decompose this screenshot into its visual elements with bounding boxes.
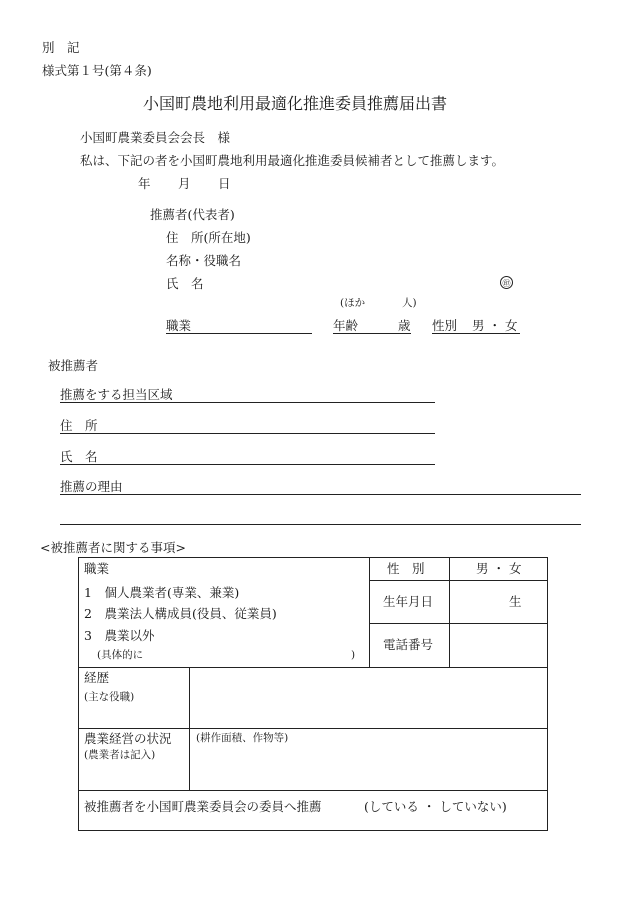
table-birth-label: 生年月日 bbox=[383, 594, 434, 609]
rule-occupation-bottom bbox=[78, 667, 548, 668]
area-underline bbox=[60, 402, 435, 403]
table-farm-sub: (農業者は記入) bbox=[84, 749, 156, 761]
table-gender-options: 男 ・ 女 bbox=[476, 561, 522, 576]
form-number: 様式第１号(第４条) bbox=[42, 63, 152, 78]
rule-career-bottom bbox=[78, 728, 548, 729]
reason-underline-2 bbox=[60, 524, 581, 525]
recommender-heading: 推薦者(代表者) bbox=[150, 207, 235, 222]
table-career-label: 経歴 bbox=[84, 670, 110, 685]
rule-birth-bottom bbox=[369, 623, 548, 624]
nominee-heading: 被推薦者 bbox=[48, 358, 99, 373]
occupation-underline bbox=[166, 333, 312, 334]
occupation-specific-close: ) bbox=[351, 649, 356, 661]
occupation-option-2: 2 農業法人構成員(役員、従業員) bbox=[84, 606, 277, 621]
table-committee-label: 被推薦者を小国町農業委員会の委員へ推薦 bbox=[84, 799, 322, 814]
table-farm-note: (耕作面積、作物等) bbox=[196, 732, 289, 744]
nominee-name-label: 氏 名 bbox=[60, 449, 98, 464]
rule-gender-bottom bbox=[369, 580, 548, 581]
others-close: 人) bbox=[402, 297, 417, 309]
page-title: 小国町農地利用最適化推進委員推薦届出書 bbox=[143, 94, 448, 113]
reason-underline-1 bbox=[60, 494, 581, 495]
name-underline bbox=[60, 464, 435, 465]
recommender-gender-label: 性別 bbox=[432, 318, 458, 333]
recommender-gender-options: 男 ・ 女 bbox=[472, 318, 518, 333]
occupation-option-1: 1 個人農業者(専業、兼業) bbox=[84, 585, 240, 600]
recommender-address-label: 住 所(所在地) bbox=[166, 230, 251, 245]
nominee-reason-label: 推薦の理由 bbox=[60, 479, 123, 494]
age-underline bbox=[333, 333, 411, 334]
table-committee-options: (している ・ していない) bbox=[364, 799, 507, 814]
recommender-occupation-label: 職業 bbox=[166, 318, 192, 333]
date-day-label: 日 bbox=[218, 176, 231, 191]
table-occupation-label: 職業 bbox=[84, 561, 110, 576]
date-month-label: 月 bbox=[178, 176, 191, 191]
rule-value-left bbox=[449, 557, 450, 667]
recommender-name-title-label: 名称・役職名 bbox=[166, 253, 242, 268]
statement: 私は、下記の者を小国町農地利用最適化推進委員候補者として推薦します。 bbox=[80, 153, 505, 168]
nominee-address-label: 住 所 bbox=[60, 418, 98, 433]
table-birth-unit: 生 bbox=[509, 594, 522, 609]
address-underline bbox=[60, 433, 435, 434]
table-phone-label: 電話番号 bbox=[383, 637, 434, 652]
seal-icon: ㊞ bbox=[500, 276, 513, 289]
date-year-label: 年 bbox=[138, 176, 151, 191]
nominee-area-label: 推薦をする担当区域 bbox=[60, 387, 173, 402]
bekki-label: 別 記 bbox=[42, 40, 80, 55]
others-open: (ほか bbox=[340, 297, 366, 309]
recommender-age-label: 年齢 bbox=[333, 318, 359, 333]
recommender-age-unit: 歳 bbox=[398, 318, 411, 333]
occupation-specific-open: (具体的に bbox=[97, 649, 144, 661]
rule-farm-bottom bbox=[78, 790, 548, 791]
table-gender-label: 性 別 bbox=[387, 561, 425, 576]
table-career-sub: (主な役職) bbox=[84, 691, 135, 703]
rule-label-right bbox=[189, 667, 190, 790]
occupation-option-3: 3 農業以外 bbox=[84, 628, 155, 643]
details-heading: <被推薦者に関する事項> bbox=[40, 540, 186, 555]
gender-underline bbox=[432, 333, 520, 334]
rule-occupation-right bbox=[369, 557, 370, 667]
table-farm-label: 農業経営の状況 bbox=[84, 731, 172, 746]
addressee: 小国町農業委員会会長 様 bbox=[80, 130, 231, 145]
recommender-name-label: 氏 名 bbox=[166, 276, 204, 291]
